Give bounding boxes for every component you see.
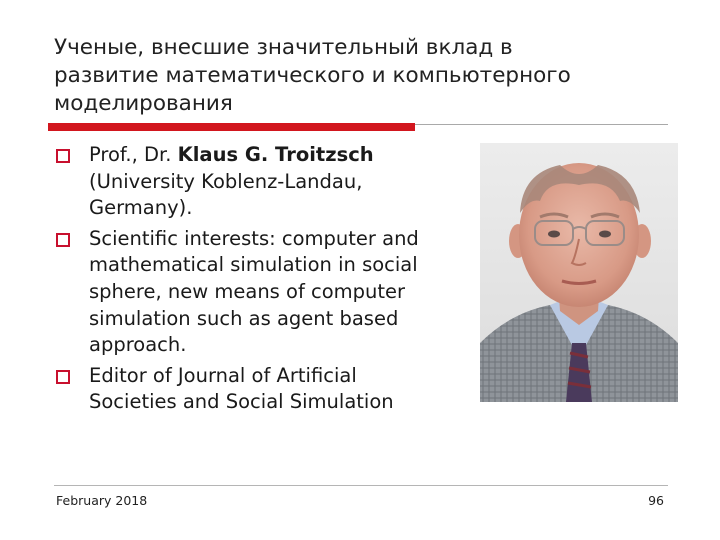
footer-divider xyxy=(54,485,668,486)
bullet-line: (University Koblenz-Landau, xyxy=(89,169,363,193)
bullet-line: simulation such as agent based xyxy=(89,306,399,330)
slide-title xyxy=(54,34,674,118)
bullet-item xyxy=(54,363,474,416)
person-name: Klaus G. Troitzsch xyxy=(177,143,374,166)
bullet-item xyxy=(54,226,474,359)
bullet-line: mathematical simulation in social xyxy=(89,253,418,277)
square-bullet-icon xyxy=(56,370,70,384)
title-line: Ученые, внесшие значительный вклад в xyxy=(54,35,513,60)
bullet-line: approach. xyxy=(89,333,187,357)
bullet-line: sphere, new means of computer xyxy=(89,279,406,303)
footer-date: February 2018 xyxy=(56,493,148,508)
portrait-photo xyxy=(480,143,678,402)
bullet-line: Germany). xyxy=(89,196,193,220)
bullet-line xyxy=(89,142,474,169)
bullet-list xyxy=(54,142,474,420)
bullet-item xyxy=(54,142,474,222)
page-number: 96 xyxy=(648,493,664,508)
bullet-line: Editor of Journal of Artificial xyxy=(89,363,357,387)
title-line: моделирования xyxy=(54,91,233,116)
square-bullet-icon xyxy=(56,149,70,163)
title-line: развитие математического и компьютерного xyxy=(54,63,571,88)
bullet-line: Scientific interests: computer and xyxy=(89,226,419,250)
title-accent-bar xyxy=(48,123,415,131)
bullet-text: Prof., Dr. xyxy=(89,143,178,166)
bullet-line: Societies and Social Simulation xyxy=(89,390,394,414)
square-bullet-icon xyxy=(56,233,70,247)
